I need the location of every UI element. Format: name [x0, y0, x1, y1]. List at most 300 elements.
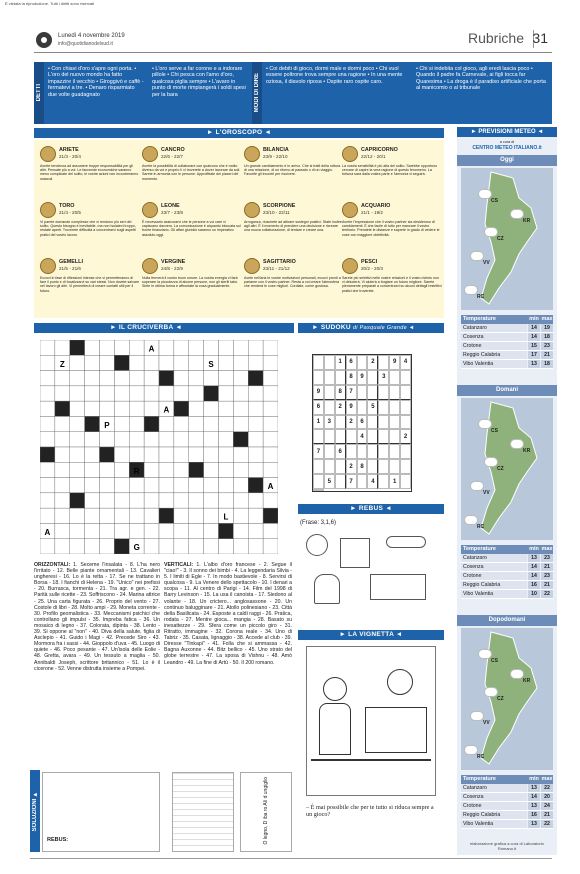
crossword-cell[interactable] — [40, 508, 55, 523]
sudoku-cell[interactable] — [378, 400, 389, 415]
sudoku-cell[interactable] — [389, 459, 400, 474]
sudoku-cell[interactable] — [357, 444, 368, 459]
sudoku-cell[interactable] — [324, 385, 335, 400]
crossword-cell[interactable] — [159, 386, 174, 401]
crossword-cell[interactable] — [159, 523, 174, 538]
crossword-cell[interactable] — [55, 386, 70, 401]
crossword-cell[interactable] — [159, 371, 174, 386]
crossword-cell[interactable] — [159, 447, 174, 462]
crossword-cell[interactable] — [40, 539, 55, 554]
sudoku-cell[interactable] — [335, 415, 346, 430]
sudoku-cell[interactable] — [378, 355, 389, 370]
sudoku-cell[interactable]: 4 — [400, 355, 411, 370]
crossword-cell[interactable] — [233, 493, 248, 508]
crossword-cell[interactable] — [85, 371, 100, 386]
crossword-cell[interactable] — [204, 523, 219, 538]
crossword-cell[interactable] — [85, 416, 100, 431]
crossword-cell[interactable] — [219, 386, 234, 401]
crossword-cell[interactable] — [85, 493, 100, 508]
crossword-cell[interactable] — [55, 539, 70, 554]
sudoku-cell[interactable]: 3 — [378, 370, 389, 385]
crossword-cell[interactable] — [55, 401, 70, 416]
crossword-cell[interactable] — [159, 539, 174, 554]
crossword-cell[interactable] — [70, 432, 85, 447]
sudoku-cell[interactable]: 8 — [357, 459, 368, 474]
sudoku-cell[interactable]: 5 — [367, 400, 378, 415]
crossword-cell[interactable] — [144, 447, 159, 462]
sudoku-cell[interactable] — [400, 459, 411, 474]
sudoku-cell[interactable]: 1 — [335, 355, 346, 370]
sudoku-cell[interactable] — [367, 444, 378, 459]
crossword-cell[interactable] — [248, 386, 263, 401]
crossword-cell[interactable] — [114, 508, 129, 523]
sudoku-cell[interactable] — [324, 459, 335, 474]
crossword-cell[interactable] — [144, 493, 159, 508]
crossword-cell[interactable] — [100, 355, 115, 370]
sudoku-cell[interactable] — [335, 474, 346, 489]
crossword-cell[interactable] — [70, 478, 85, 493]
crossword-cell[interactable] — [114, 416, 129, 431]
crossword-cell[interactable] — [100, 478, 115, 493]
crossword-cell[interactable] — [248, 432, 263, 447]
sudoku-cell[interactable] — [367, 385, 378, 400]
crossword-cell[interactable] — [85, 386, 100, 401]
crossword-grid[interactable] — [40, 340, 278, 554]
sudoku-cell[interactable]: 1 — [389, 474, 400, 489]
sudoku-cell[interactable] — [357, 355, 368, 370]
sudoku-cell[interactable]: 6 — [335, 444, 346, 459]
crossword-cell[interactable] — [233, 447, 248, 462]
crossword-cell[interactable] — [144, 432, 159, 447]
crossword-cell[interactable] — [219, 432, 234, 447]
sudoku-cell[interactable] — [313, 474, 324, 489]
crossword-cell[interactable] — [204, 386, 219, 401]
crossword-cell[interactable] — [189, 355, 204, 370]
crossword-cell[interactable] — [144, 462, 159, 477]
crossword-cell[interactable] — [248, 523, 263, 538]
sudoku-cell[interactable]: 7 — [346, 474, 357, 489]
crossword-cell[interactable] — [248, 371, 263, 386]
sudoku-cell[interactable] — [389, 400, 400, 415]
crossword-cell[interactable] — [263, 432, 278, 447]
crossword-cell[interactable] — [189, 539, 204, 554]
sudoku-cell[interactable] — [378, 474, 389, 489]
crossword-cell[interactable] — [70, 508, 85, 523]
crossword-cell[interactable] — [55, 447, 70, 462]
sudoku-cell[interactable] — [367, 429, 378, 444]
crossword-cell[interactable] — [55, 523, 70, 538]
crossword-cell[interactable] — [129, 355, 144, 370]
crossword-cell[interactable] — [248, 401, 263, 416]
crossword-cell[interactable] — [233, 432, 248, 447]
sudoku-cell[interactable] — [367, 370, 378, 385]
sudoku-grid[interactable] — [312, 354, 412, 492]
crossword-cell[interactable] — [233, 371, 248, 386]
crossword-cell[interactable] — [189, 523, 204, 538]
crossword-cell[interactable] — [100, 447, 115, 462]
crossword-cell[interactable] — [85, 478, 100, 493]
sudoku-cell[interactable] — [400, 474, 411, 489]
crossword-cell[interactable] — [159, 462, 174, 477]
crossword-cell[interactable] — [219, 493, 234, 508]
crossword-cell[interactable] — [248, 447, 263, 462]
crossword-cell[interactable] — [85, 539, 100, 554]
crossword-cell[interactable] — [174, 401, 189, 416]
sudoku-cell[interactable]: 9 — [389, 355, 400, 370]
crossword-cell[interactable] — [248, 478, 263, 493]
crossword-cell[interactable] — [219, 539, 234, 554]
sudoku-cell[interactable]: 2 — [346, 415, 357, 430]
crossword-cell[interactable] — [40, 432, 55, 447]
sudoku-cell[interactable] — [400, 415, 411, 430]
crossword-cell[interactable] — [263, 371, 278, 386]
sudoku-cell[interactable] — [378, 429, 389, 444]
sudoku-cell[interactable] — [400, 385, 411, 400]
crossword-cell[interactable] — [129, 432, 144, 447]
crossword-cell[interactable] — [189, 416, 204, 431]
crossword-cell[interactable] — [40, 340, 55, 355]
crossword-cell[interactable] — [144, 386, 159, 401]
crossword-cell[interactable] — [100, 493, 115, 508]
sudoku-cell[interactable] — [378, 444, 389, 459]
crossword-cell[interactable] — [263, 523, 278, 538]
crossword-cell[interactable] — [129, 386, 144, 401]
crossword-cell[interactable] — [219, 478, 234, 493]
sudoku-cell[interactable]: 9 — [313, 385, 324, 400]
crossword-cell[interactable] — [40, 416, 55, 431]
crossword-cell[interactable] — [85, 355, 100, 370]
crossword-cell[interactable] — [248, 508, 263, 523]
crossword-cell[interactable] — [129, 401, 144, 416]
crossword-cell[interactable] — [248, 462, 263, 477]
crossword-cell[interactable] — [263, 508, 278, 523]
crossword-cell[interactable] — [55, 340, 70, 355]
crossword-cell[interactable] — [40, 493, 55, 508]
crossword-cell[interactable] — [114, 478, 129, 493]
crossword-cell[interactable] — [219, 416, 234, 431]
sudoku-cell[interactable] — [367, 459, 378, 474]
crossword-cell[interactable] — [129, 371, 144, 386]
crossword-cell[interactable] — [114, 401, 129, 416]
crossword-cell[interactable] — [55, 508, 70, 523]
sudoku-cell[interactable]: 3 — [324, 415, 335, 430]
crossword-cell[interactable] — [263, 447, 278, 462]
crossword-cell[interactable] — [100, 508, 115, 523]
sudoku-cell[interactable] — [346, 444, 357, 459]
crossword-cell[interactable] — [219, 371, 234, 386]
sudoku-cell[interactable] — [313, 489, 324, 491]
crossword-cell[interactable] — [219, 447, 234, 462]
crossword-cell[interactable] — [219, 401, 234, 416]
crossword-cell[interactable] — [174, 432, 189, 447]
crossword-cell[interactable] — [219, 523, 234, 538]
crossword-cell[interactable] — [100, 462, 115, 477]
crossword-cell[interactable] — [233, 416, 248, 431]
crossword-cell[interactable] — [189, 447, 204, 462]
crossword-cell[interactable] — [219, 462, 234, 477]
sudoku-cell[interactable] — [400, 370, 411, 385]
crossword-cell[interactable] — [40, 386, 55, 401]
crossword-cell[interactable] — [263, 539, 278, 554]
sudoku-cell[interactable]: 7 — [313, 444, 324, 459]
crossword-cell[interactable] — [144, 508, 159, 523]
crossword-cell[interactable] — [114, 386, 129, 401]
sudoku-cell[interactable]: 4 — [367, 474, 378, 489]
crossword-cell[interactable] — [70, 401, 85, 416]
sudoku-cell[interactable] — [389, 370, 400, 385]
sudoku-cell[interactable]: 1 — [313, 415, 324, 430]
crossword-cell[interactable] — [70, 371, 85, 386]
sudoku-cell[interactable] — [389, 429, 400, 444]
crossword-cell[interactable] — [263, 416, 278, 431]
crossword-cell[interactable] — [70, 355, 85, 370]
crossword-cell[interactable] — [263, 355, 278, 370]
crossword-cell[interactable] — [100, 523, 115, 538]
crossword-cell[interactable] — [159, 508, 174, 523]
crossword-cell[interactable] — [85, 508, 100, 523]
crossword-cell[interactable] — [189, 493, 204, 508]
crossword-cell[interactable] — [70, 386, 85, 401]
sudoku-cell[interactable]: 9 — [357, 370, 368, 385]
sudoku-cell[interactable]: 2 — [400, 429, 411, 444]
crossword-cell[interactable] — [40, 462, 55, 477]
crossword-cell[interactable] — [248, 355, 263, 370]
crossword-cell[interactable] — [233, 340, 248, 355]
crossword-cell[interactable] — [85, 523, 100, 538]
sudoku-cell[interactable] — [378, 415, 389, 430]
crossword-cell[interactable] — [40, 355, 55, 370]
crossword-cell[interactable] — [159, 493, 174, 508]
crossword-cell[interactable] — [233, 386, 248, 401]
sudoku-cell[interactable]: 9 — [346, 400, 357, 415]
crossword-cell[interactable] — [114, 340, 129, 355]
crossword-cell[interactable] — [219, 340, 234, 355]
crossword-cell[interactable] — [204, 371, 219, 386]
crossword-cell[interactable] — [159, 340, 174, 355]
crossword-cell[interactable] — [114, 371, 129, 386]
crossword-cell[interactable] — [100, 340, 115, 355]
sudoku-cell[interactable] — [389, 385, 400, 400]
crossword-cell[interactable] — [204, 462, 219, 477]
crossword-cell[interactable] — [174, 416, 189, 431]
crossword-cell[interactable] — [129, 493, 144, 508]
crossword-cell[interactable] — [70, 340, 85, 355]
crossword-cell[interactable] — [40, 478, 55, 493]
sudoku-cell[interactable]: 6 — [346, 355, 357, 370]
crossword-cell[interactable] — [219, 355, 234, 370]
crossword-cell[interactable] — [233, 401, 248, 416]
crossword-cell[interactable] — [85, 447, 100, 462]
crossword-cell[interactable] — [55, 462, 70, 477]
crossword-cell[interactable] — [189, 478, 204, 493]
crossword-cell[interactable] — [100, 432, 115, 447]
crossword-cell[interactable] — [233, 523, 248, 538]
sudoku-cell[interactable] — [378, 385, 389, 400]
crossword-cell[interactable] — [129, 523, 144, 538]
crossword-cell[interactable] — [70, 462, 85, 477]
crossword-cell[interactable] — [248, 416, 263, 431]
crossword-cell[interactable] — [70, 493, 85, 508]
crossword-cell[interactable] — [263, 340, 278, 355]
crossword-cell[interactable] — [233, 539, 248, 554]
crossword-cell[interactable] — [174, 386, 189, 401]
sudoku-cell[interactable]: 8 — [346, 370, 357, 385]
crossword-cell[interactable] — [129, 508, 144, 523]
crossword-cell[interactable] — [144, 401, 159, 416]
crossword-cell[interactable] — [204, 447, 219, 462]
crossword-cell[interactable] — [40, 447, 55, 462]
sudoku-cell[interactable] — [324, 355, 335, 370]
sudoku-cell[interactable] — [313, 370, 324, 385]
crossword-cell[interactable] — [233, 478, 248, 493]
crossword-cell[interactable] — [129, 447, 144, 462]
sudoku-cell[interactable]: 8 — [335, 385, 346, 400]
crossword-cell[interactable] — [204, 478, 219, 493]
crossword-cell[interactable] — [159, 416, 174, 431]
sudoku-cell[interactable] — [324, 370, 335, 385]
sudoku-cell[interactable] — [400, 444, 411, 459]
crossword-cell[interactable] — [189, 508, 204, 523]
crossword-cell[interactable] — [55, 371, 70, 386]
crossword-cell[interactable] — [144, 523, 159, 538]
crossword-cell[interactable] — [189, 462, 204, 477]
sudoku-cell[interactable] — [389, 415, 400, 430]
crossword-cell[interactable] — [40, 371, 55, 386]
sudoku-cell[interactable]: 7 — [346, 385, 357, 400]
crossword-cell[interactable] — [159, 432, 174, 447]
crossword-cell[interactable] — [55, 432, 70, 447]
crossword-cell[interactable] — [144, 355, 159, 370]
crossword-cell[interactable] — [159, 478, 174, 493]
crossword-cell[interactable] — [204, 508, 219, 523]
crossword-cell[interactable] — [100, 386, 115, 401]
sudoku-cell[interactable] — [367, 415, 378, 430]
contact-email[interactable]: info@quotidianodelsud.it — [58, 41, 113, 47]
crossword-cell[interactable] — [144, 371, 159, 386]
crossword-cell[interactable] — [174, 478, 189, 493]
crossword-cell[interactable] — [129, 416, 144, 431]
crossword-cell[interactable] — [70, 416, 85, 431]
crossword-cell[interactable] — [85, 462, 100, 477]
crossword-cell[interactable] — [144, 478, 159, 493]
sudoku-cell[interactable] — [313, 429, 324, 444]
crossword-cell[interactable] — [114, 432, 129, 447]
crossword-cell[interactable] — [189, 386, 204, 401]
crossword-cell[interactable] — [129, 478, 144, 493]
crossword-cell[interactable] — [204, 493, 219, 508]
sudoku-cell[interactable]: 2 — [335, 400, 346, 415]
crossword-cell[interactable] — [248, 340, 263, 355]
crossword-cell[interactable] — [70, 447, 85, 462]
sudoku-cell[interactable] — [335, 370, 346, 385]
sudoku-cell[interactable] — [357, 474, 368, 489]
crossword-cell[interactable] — [174, 371, 189, 386]
sudoku-cell[interactable]: 4 — [357, 429, 368, 444]
crossword-cell[interactable] — [129, 340, 144, 355]
sudoku-cell[interactable] — [389, 444, 400, 459]
crossword-cell[interactable] — [114, 539, 129, 554]
crossword-cell[interactable] — [174, 340, 189, 355]
crossword-cell[interactable] — [174, 539, 189, 554]
crossword-cell[interactable] — [144, 416, 159, 431]
crossword-cell[interactable] — [40, 401, 55, 416]
crossword-cell[interactable] — [233, 462, 248, 477]
crossword-cell[interactable] — [114, 493, 129, 508]
crossword-cell[interactable] — [189, 432, 204, 447]
crossword-cell[interactable] — [70, 539, 85, 554]
crossword-cell[interactable] — [55, 493, 70, 508]
sudoku-cell[interactable]: 2 — [367, 355, 378, 370]
city-name: Vibo Valentia — [461, 360, 527, 368]
sudoku-cell[interactable] — [324, 429, 335, 444]
crossword-cell[interactable] — [174, 462, 189, 477]
crossword-cell[interactable] — [248, 539, 263, 554]
crossword-cell[interactable] — [100, 401, 115, 416]
crossword-cell[interactable] — [144, 539, 159, 554]
sudoku-cell[interactable] — [324, 444, 335, 459]
crossword-cell[interactable] — [204, 539, 219, 554]
crossword-cell[interactable] — [174, 523, 189, 538]
sudoku-cell[interactable] — [357, 400, 368, 415]
sudoku-cell[interactable]: 5 — [324, 474, 335, 489]
sudoku-cell[interactable]: 6 — [357, 415, 368, 430]
crossword-cell[interactable] — [204, 416, 219, 431]
sudoku-cell[interactable] — [357, 385, 368, 400]
sudoku-cell[interactable] — [346, 429, 357, 444]
crossword-cell[interactable] — [100, 539, 115, 554]
sudoku-cell[interactable] — [335, 459, 346, 474]
crossword-cell[interactable] — [55, 416, 70, 431]
sudoku-cell[interactable] — [335, 429, 346, 444]
crossword-cell[interactable] — [204, 401, 219, 416]
crossword-cell[interactable] — [85, 432, 100, 447]
crossword-cell[interactable] — [55, 478, 70, 493]
crossword-cell[interactable] — [204, 432, 219, 447]
crossword-cell[interactable] — [233, 508, 248, 523]
crossword-cell[interactable] — [174, 447, 189, 462]
sudoku-cell[interactable] — [378, 459, 389, 474]
sudoku-cell[interactable]: 6 — [313, 400, 324, 415]
sudoku-cell[interactable] — [313, 459, 324, 474]
sudoku-cell[interactable]: 2 — [346, 459, 357, 474]
crossword-cell[interactable] — [189, 371, 204, 386]
crossword-cell[interactable] — [159, 355, 174, 370]
crossword-cell[interactable] — [233, 355, 248, 370]
crossword-cell[interactable] — [174, 508, 189, 523]
crossword-cell[interactable] — [174, 493, 189, 508]
crossword-cell[interactable] — [114, 355, 129, 370]
crossword-cell[interactable] — [70, 523, 85, 538]
crossword-cell[interactable] — [204, 340, 219, 355]
sudoku-cell[interactable] — [324, 400, 335, 415]
crossword-cell[interactable] — [174, 355, 189, 370]
crossword-cell[interactable] — [263, 493, 278, 508]
crossword-cell[interactable] — [85, 401, 100, 416]
sudoku-cell[interactable] — [400, 400, 411, 415]
crossword-cell[interactable] — [263, 386, 278, 401]
crossword-cell[interactable] — [114, 447, 129, 462]
crossword-cell[interactable] — [100, 371, 115, 386]
sudoku-cell[interactable] — [313, 355, 324, 370]
crossword-cell[interactable] — [85, 340, 100, 355]
crossword-cell[interactable] — [189, 340, 204, 355]
crossword-cell[interactable] — [114, 462, 129, 477]
crossword-cell[interactable] — [189, 401, 204, 416]
crossword-cell[interactable] — [263, 462, 278, 477]
crossword-cell[interactable] — [114, 523, 129, 538]
crossword-cell[interactable] — [248, 493, 263, 508]
crossword-cell[interactable] — [263, 401, 278, 416]
